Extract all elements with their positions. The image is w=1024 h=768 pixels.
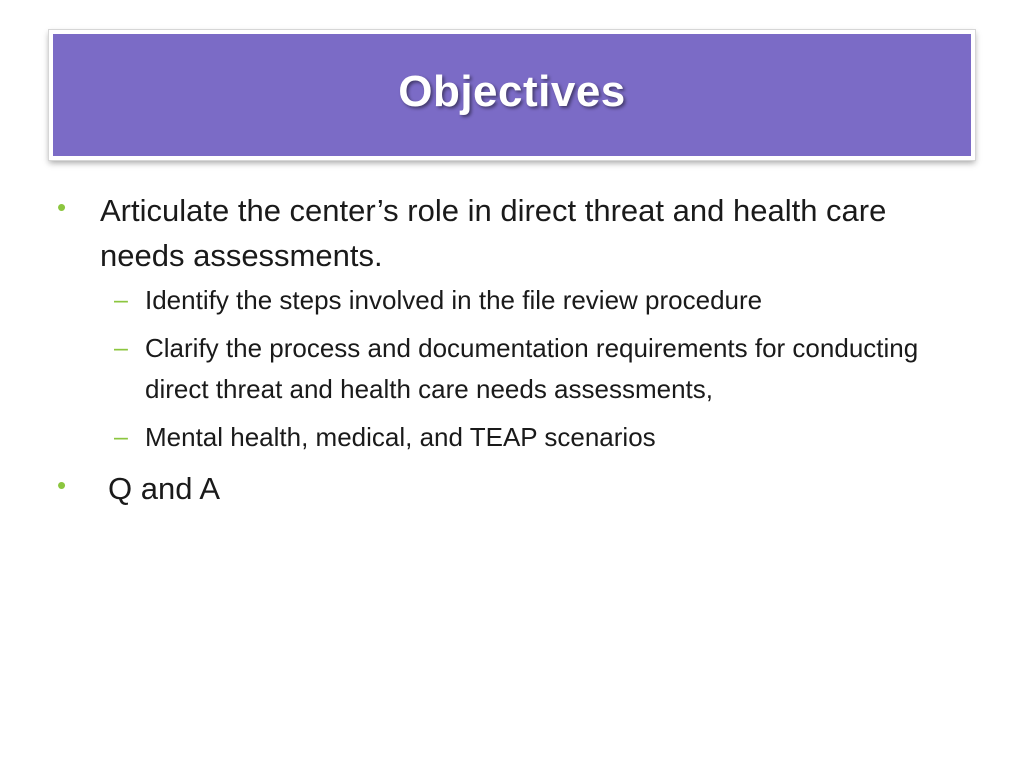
sub-bullet-item <box>114 328 957 410</box>
sub-bullet-text: Mental health, medical, and TEAP scenarios <box>145 422 656 452</box>
bullet-list <box>57 188 957 519</box>
sub-bullet-list <box>114 280 957 458</box>
dash-bullet-icon: – <box>114 423 128 451</box>
bullet-item-articulate <box>57 188 957 458</box>
dash-bullet-icon: – <box>114 334 128 362</box>
bullet-dot-icon: • <box>57 192 67 222</box>
sub-bullet-item <box>114 280 957 321</box>
sub-bullet-text: Identify the steps involved in the file review procedure <box>145 285 763 315</box>
dash-bullet-icon: – <box>114 286 128 314</box>
bullet-dot-icon: • <box>57 470 67 500</box>
bullet-item-q-and-a <box>57 466 957 511</box>
title-banner <box>49 30 975 160</box>
sub-bullet-text: Clarify the process and documentation requirements for conducting direct threat and health care needs assessments, <box>145 333 919 404</box>
bullet-text: Q and A <box>108 471 221 506</box>
bullet-text: Articulate the center’s role in direct threat and health care needs assessments. <box>100 193 887 273</box>
sub-bullet-item <box>114 417 957 458</box>
slide-title: Objectives <box>398 67 626 116</box>
